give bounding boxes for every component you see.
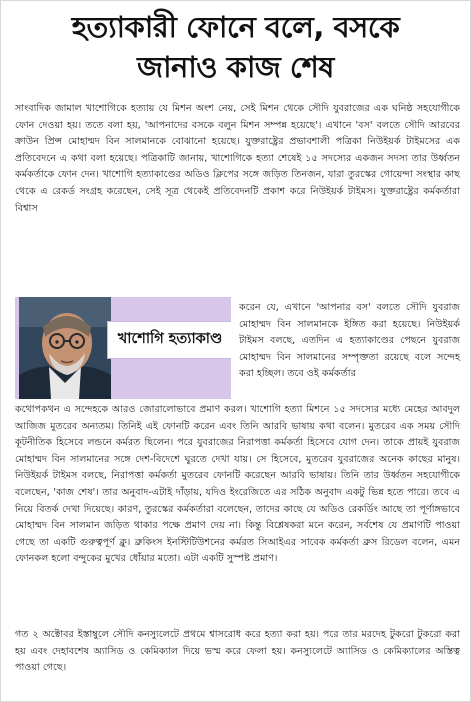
body-paragraph-2: কথোপকথন এ সন্দেহকে আরও জোরালোভাবে প্রমাণ করল। খাশোগি হত্যা মিশনে ১৫ সদস্যের মধ্যে মেহের আবদুল আজিজ মুতরেব অন্যতম। তিনিই এই ফোনটি করেন এবং তিনি আরবি ভাষায় কথা বলেন। মুতরেব এক সময় সৌদি কূটনীতিক হিসেবে লন্ডনে কর্মরত ছিলেন। পরে যুবরাজের নিরাপত্তা কর্মকর্তা হিসেবে যোগ দেন। তাকে প্রায়ই যুবরাজ মোহাম্মদ বিন সালমানের সঙ্গে দেশ-বিদেশে ঘুরতে দেখা যায়। সে হিসেবে, মুতরেব যুবরাজের অনেক কাছের মানুষ। নিউইয়র্ক টাইমস বলছে, নিরাপত্তা কর্মকর্তা মুতরেব ফোনটি করেছেন আরবি ভাষায়। তিনি তার উর্ধ্বতন সহযোগীকে বলেছেন, 'কাজ শেষ'। তার অনুবাদ-এটাই দাঁড়ায়, যদিও ইংরেজিতে এর সঠিক অনুবাদ একটু ভিন্ন হতে পারে। তবে এ নিয়ে বিতর্ক দেখা দিয়েছে। কারণ, তুরস্কের কর্মকর্তারা বলেছেন, তাদের কাছে যে অডিও রেকর্ডিং আছে তা পূর্ণাঙ্গভাবে মোহাম্মদ বিন সালমান জড়িত থাকার পক্ষে প্রমাণ দেয় না। কিন্তু বিশ্লেষকরা মনে করেন, সর্বশেষ যে প্রমাণটি পাওয়া গেছে তা একটি গুরুত্বপূর্ণ ক্লু। ব্রুকিংস ইনস্টিটিউশনের কর্মরত সিআইএর সাবেক কর্মকর্তা ব্রুস রিডেল বলেন, এমন ফোনকল হলো বন্দুকের মুখের ধোঁয়ার মতো। এটা একটি সুস্পষ্ট প্রমাণ। xyxy=(15,404,460,565)
body-paragraph-1: সাংবাদিক জামাল খাশোগিকে হত্যায় যে মিশন অংশ নেয়, সেই মিশন থেকে সৌদি যুবরাজের এক ঘনিষ্ঠ সহযোগীকে ফোন দেওয়া হয়। ততে বলা হয়, 'আপনাদের বসকে বলুন মিশন সম্পন্ন হয়েছে'। এখানে 'বস' বলতে সৌদি আরবের ক্রাউন প্রিন্স মোহাম্মদ বিন সালমানকে বোঝানো হয়েছে। যুক্তরাষ্ট্রের প্রভাবশালী পত্রিকা নিউইয়র্ক টাইমসের এক প্রতিবেদনে এ কথা বলা হয়েছে। পত্রিকাটি জানায়, খাশোগিকে হত্যা শেষেই ১৫ সদস্যের একজন সদস্য তার উর্ধ্বতন কর্মকর্তাকে ফোন দেন। খাশোগি হত্যাকাণ্ডের অডিও ক্লিপের সঙ্গে জড়িত তিনজন, যারা তুরস্কের গোয়েন্দা সংস্থার কাছ থেকে এ রেকর্ড সংগ্রহ করেছেন, সেই সূত্র থেকেই প্রতিবেদনটি প্রকাশ করে নিউইয়র্ক টাইমস। যুক্তরাষ্ট্রের কর্মকর্তারা বিশ্বাস xyxy=(15,103,460,214)
body-paragraph-3: গত ২ অক্টোবর ইস্তাম্বুলে সৌদি কনস্যুলেটে প্রথমে শ্বাসরোধ করে হত্যা করা হয়। পরে তার মরদেহ টুকরো টুকরো করা হয় এবং দেহাবশেষ অ্যাসিড ও কেমিক্যাল দিয়ে ভস্ম করে ফেলা হয়। কনস্যুলেটে অ্যাসিড ও কেমিক্যালের অস্তিত্ব পাওয়া গেছে। xyxy=(15,629,460,674)
portrait-photo xyxy=(19,297,111,399)
body-paragraph-beside-photo: করেন যে, এখানে 'আপনার বস' বলতে সৌদি যুবরাজ মোহাম্মদ বিন সালমানকে ইঙ্গিত করা হয়েছে। নিউইয়র্ক টাইমস বলছে, এতদিন এ হত্যাকাণ্ডের পেছনে যুবরাজ মোহাম্মদ বিন সালমানের সম্পৃক্ততা রয়েছে বলে সন্দেহ করা হচ্ছিল। তবে ওই কর্মকর্তার xyxy=(239,302,460,380)
headline xyxy=(1,1,470,87)
photo-caption: খাশোগি হত্যাকাণ্ড xyxy=(117,331,223,347)
photo-box xyxy=(15,297,231,399)
caption-strip xyxy=(107,321,231,359)
headline-line-1: হত্যাকারী ফোনে বলে, বসকে xyxy=(71,10,400,44)
headline-line-2: জানাও কাজ শেষ xyxy=(137,50,334,84)
portrait-illustration xyxy=(19,297,111,399)
